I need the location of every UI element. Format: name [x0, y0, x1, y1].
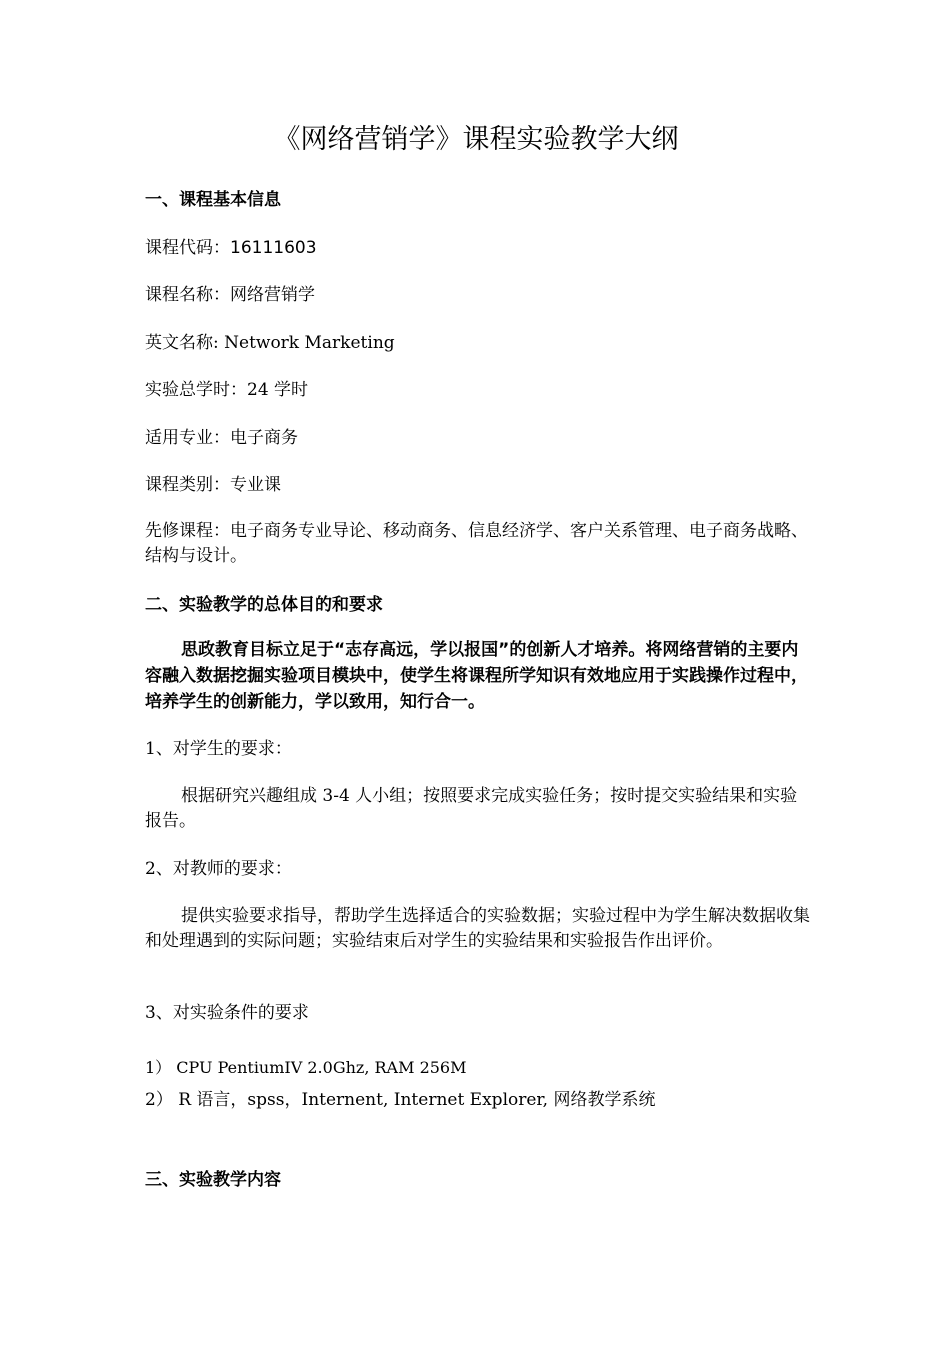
- student-requirements-heading: 1、对学生的要求：: [145, 739, 292, 759]
- section-3-heading: 三、实验教学内容: [145, 1170, 281, 1190]
- section-1-heading: 一、课程基本信息: [145, 190, 281, 210]
- course-code: [145, 236, 317, 260]
- student-requirements-text: 根据研究兴趣组成 3-4 人小组；按照要求完成实验任务；按时提交实验结果和实验报告。: [145, 786, 798, 831]
- document-title: 《网络营销学》课程实验教学大纲: [273, 124, 679, 155]
- teacher-requirements-heading: 2、对教师的要求：: [145, 859, 292, 879]
- lab-condition-2: 2） R 语言，spss，Internent, Internet Explorer, 网络教学系统: [145, 1090, 656, 1110]
- course-code-value: 16111603: [230, 238, 317, 258]
- course-name: 课程名称：网络营销学: [145, 285, 315, 305]
- course-code-label: 课程代码：: [145, 238, 230, 258]
- total-hours: 实验总学时：24 学时: [145, 380, 309, 400]
- applicable-major: 适用专业：电子商务: [145, 428, 298, 448]
- teacher-requirements-text: 提供实验要求指导，帮助学生选择适合的实验数据；实验过程中为学生解决数据收集和处理遇到的实际问题；实验结束后对学生的实验结果和实验报告作出评价。: [145, 906, 810, 951]
- lab-conditions-heading: 3、对实验条件的要求: [145, 1003, 309, 1023]
- english-name: 英文名称: Network Marketing: [145, 333, 395, 353]
- ideology-goal-paragraph: 思政教育目标立足于“志存高远，学以报国”的创新人才培养。将网络营销的主要内容融入数据挖掘实验项目模块中，使学生将课程所学知识有效地应用于实践操作过程中，培养学生的创新能力，学以致用，知行合一。: [145, 640, 808, 712]
- course-category: 课程类别：专业课: [145, 475, 281, 495]
- prerequisites: 先修课程：电子商务专业导论、移动商务、信息经济学、客户关系管理、电子商务战略、结构与设计。: [145, 521, 808, 566]
- section-2-heading: 二、实验教学的总体目的和要求: [145, 595, 383, 615]
- lab-condition-1: 1） CPU PentiumIV 2.0Ghz, RAM 256M: [145, 1058, 467, 1077]
